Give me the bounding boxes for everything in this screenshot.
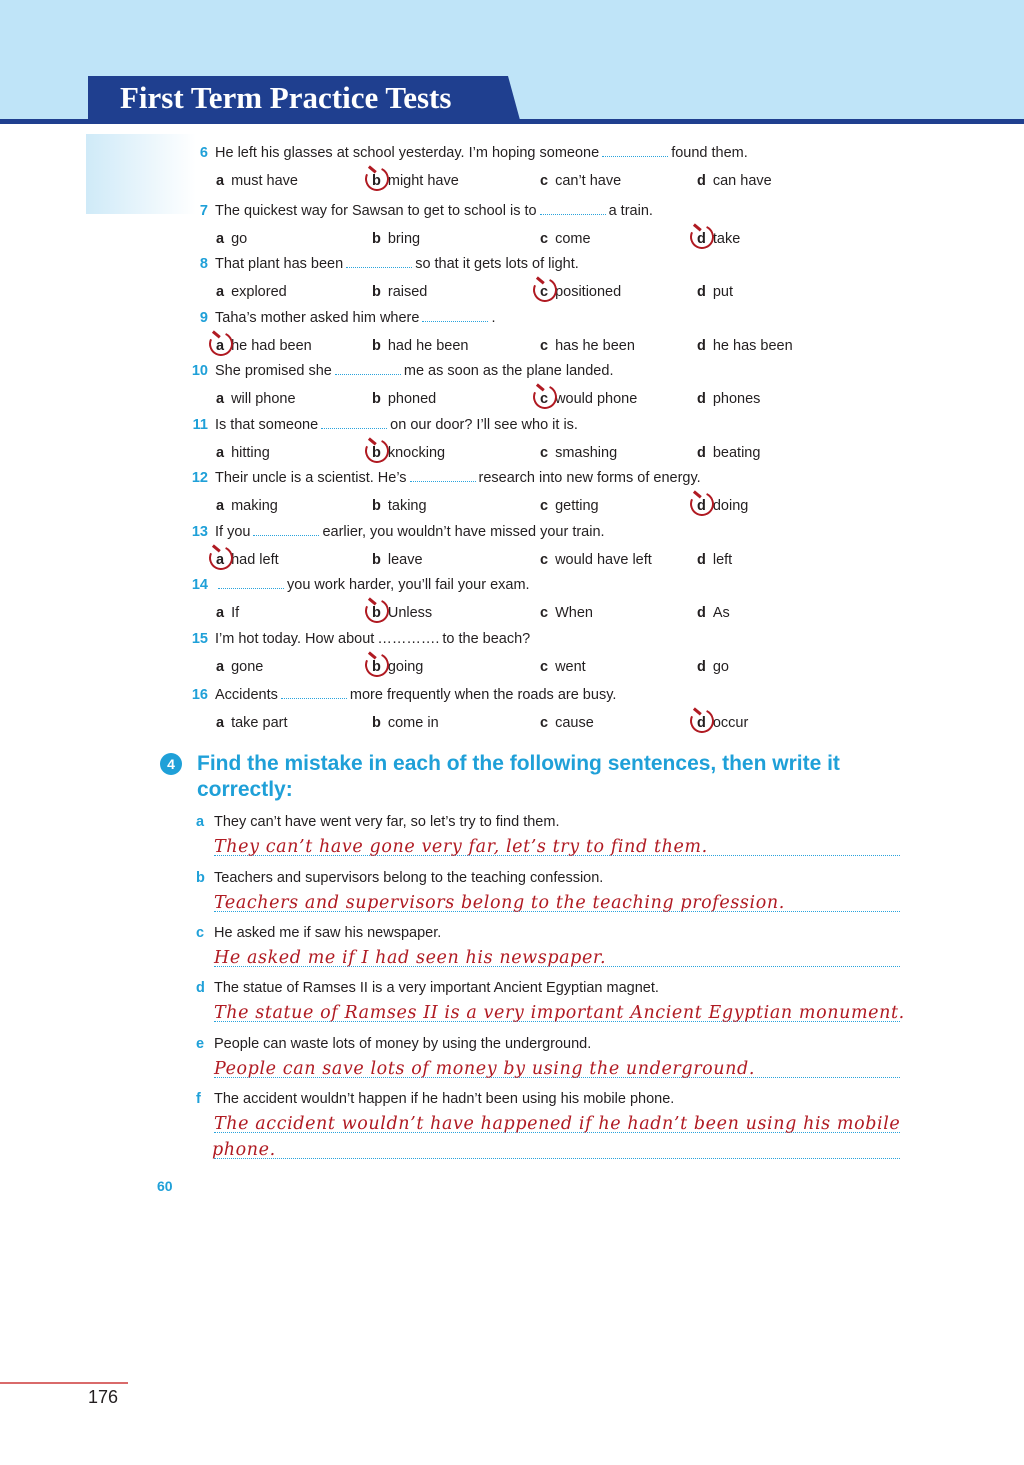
option-text: getting — [555, 498, 599, 514]
option-letter: a — [216, 284, 225, 300]
option-a — [216, 444, 270, 462]
question-text-end: you work harder, you’ll fail your exam. — [287, 577, 530, 593]
handwritten-answer: Teachers and supervisors belong to the teaching profession. — [214, 893, 785, 913]
option-a — [216, 604, 239, 622]
option-a — [216, 497, 278, 515]
option-text: had left — [231, 552, 279, 568]
option-d — [697, 444, 760, 462]
option-c — [540, 172, 621, 190]
option-text: positioned — [555, 284, 622, 300]
item-letter: a — [196, 814, 205, 830]
option-text: will phone — [231, 391, 296, 407]
option-a — [216, 230, 247, 248]
option-letter: d — [697, 445, 706, 461]
option-text: left — [712, 552, 733, 568]
answer-circle-mark — [206, 329, 237, 360]
option-letter: c — [540, 284, 549, 300]
option-letter: a — [216, 391, 225, 407]
option-letter: d — [697, 173, 706, 189]
answer-circle-mark — [362, 164, 393, 195]
mistake-sentence — [196, 979, 659, 997]
option-b — [372, 283, 427, 301]
option-b — [372, 230, 420, 248]
question-number: 11 — [192, 417, 208, 433]
option-d — [697, 172, 772, 190]
option-letter: c — [540, 445, 549, 461]
option-text: As — [712, 605, 730, 621]
option-a — [216, 714, 288, 732]
answer-circle-mark — [362, 596, 393, 627]
answer-blank — [602, 144, 668, 157]
handwritten-answer: The accident wouldn’t have happened if he hadn’t been using his mobile — [214, 1114, 901, 1134]
option-letter: c — [540, 715, 549, 731]
handwritten-answer: He asked me if I had seen his newspaper. — [214, 948, 607, 968]
question-text: That plant has been — [215, 256, 344, 272]
option-a — [216, 172, 298, 190]
option-letter: d — [697, 338, 706, 354]
answer-blank: …………. — [377, 631, 440, 647]
option-b — [372, 497, 427, 515]
question-text: I’m hot today. How about — [215, 631, 375, 647]
handwritten-answer: They can’t have gone very far, let’s try to find them. — [214, 837, 708, 857]
option-text: When — [555, 605, 593, 621]
option-text: making — [231, 498, 278, 514]
mistake-sentence — [196, 869, 603, 887]
option-text: had he been — [387, 338, 469, 354]
sentence-text: The statue of Ramses II is a very important Ancient Egyptian magnet. — [214, 980, 659, 996]
option-letter: a — [216, 445, 225, 461]
question-text: The quickest way for Sawsan to get to school is to — [215, 203, 537, 219]
question-stem — [186, 469, 866, 487]
option-letter: c — [540, 605, 549, 621]
option-text: If — [231, 605, 240, 621]
option-letter: a — [216, 552, 225, 568]
option-text: phones — [712, 391, 761, 407]
option-letter: a — [216, 231, 225, 247]
option-d — [697, 337, 793, 355]
question-stem — [186, 576, 866, 594]
option-letter: a — [216, 715, 225, 731]
option-b — [372, 658, 423, 676]
option-b — [372, 444, 445, 462]
option-c — [540, 714, 594, 732]
option-text: hitting — [231, 445, 270, 461]
question-number: 7 — [199, 203, 208, 219]
mistake-sentence — [196, 813, 559, 831]
option-letter: c — [540, 498, 549, 514]
option-d — [697, 497, 748, 515]
option-text: he has been — [712, 338, 793, 354]
option-letter: c — [540, 173, 549, 189]
option-text: would phone — [555, 391, 638, 407]
question-stem — [186, 362, 866, 380]
question-number: 12 — [191, 470, 208, 486]
option-text: come in — [387, 715, 439, 731]
option-d — [697, 658, 729, 676]
sentence-text: They can’t have went very far, so let’s try to find them. — [214, 814, 560, 830]
question-text-end: found them. — [671, 145, 748, 161]
option-letter: b — [372, 391, 381, 407]
option-letter: d — [697, 605, 706, 621]
handwritten-answer: People can save lots of money by using the underground. — [214, 1059, 756, 1079]
option-d — [697, 604, 730, 622]
option-letter: a — [216, 173, 225, 189]
answer-line — [214, 1157, 900, 1159]
question-stem — [186, 523, 866, 541]
option-text: put — [712, 284, 734, 300]
option-letter: a — [216, 659, 225, 675]
question-stem — [186, 416, 866, 434]
item-letter: d — [196, 980, 205, 996]
option-letter: c — [540, 659, 549, 675]
option-text: knocking — [387, 445, 446, 461]
question-text: Is that someone — [215, 417, 319, 433]
option-letter: a — [216, 338, 225, 354]
question-text-end: a train. — [608, 203, 653, 219]
option-letter: a — [216, 498, 225, 514]
answer-blank — [540, 202, 606, 215]
option-text: must have — [231, 173, 298, 189]
option-text: take part — [231, 715, 288, 731]
option-b — [372, 172, 459, 190]
option-c — [540, 283, 621, 301]
answer-circle-mark — [687, 222, 718, 253]
option-letter: b — [372, 231, 381, 247]
option-letter: b — [372, 552, 381, 568]
option-letter: b — [372, 605, 381, 621]
answer-circle-mark — [687, 706, 718, 737]
answer-blank — [281, 686, 347, 699]
question-number: 10 — [191, 363, 208, 379]
answer-circle-mark — [362, 650, 393, 681]
option-text: take — [712, 231, 741, 247]
item-letter: f — [196, 1091, 201, 1107]
question-text-end: me as soon as the plane landed. — [403, 363, 614, 379]
option-c — [540, 444, 617, 462]
option-letter: b — [372, 715, 381, 731]
header-rule — [0, 119, 1024, 124]
option-text: can’t have — [555, 173, 622, 189]
option-letter: c — [540, 552, 549, 568]
mistake-sentence — [196, 924, 441, 942]
question-text-end: research into new forms of energy. — [478, 470, 701, 486]
question-stem — [186, 686, 866, 704]
question-text: Their uncle is a scientist. He’s — [215, 470, 407, 486]
option-b — [372, 390, 436, 408]
question-number: 13 — [191, 524, 208, 540]
option-a — [216, 658, 263, 676]
question-text: She promised she — [215, 363, 332, 379]
answer-circle-mark — [530, 275, 561, 306]
inner-page-number: 60 — [157, 1178, 173, 1194]
option-c — [540, 390, 637, 408]
question-number: 6 — [199, 145, 208, 161]
option-a — [216, 283, 287, 301]
option-c — [540, 497, 599, 515]
option-text: occur — [712, 715, 749, 731]
option-text: come — [555, 231, 591, 247]
option-letter: b — [372, 173, 381, 189]
option-a — [216, 551, 279, 569]
option-letter: c — [540, 338, 549, 354]
option-d — [697, 714, 748, 732]
option-c — [540, 658, 586, 676]
section-number-badge: 4 — [160, 753, 182, 775]
item-letter: e — [196, 1036, 205, 1052]
option-letter: b — [372, 659, 381, 675]
question-text-end: to the beach? — [442, 631, 531, 647]
option-text: go — [712, 659, 729, 675]
option-d — [697, 230, 740, 248]
option-text: going — [387, 659, 424, 675]
option-text: leave — [387, 552, 423, 568]
option-letter: d — [697, 659, 706, 675]
option-text: explored — [231, 284, 287, 300]
mistake-sentence — [196, 1035, 591, 1053]
option-text: might have — [387, 173, 459, 189]
question-stem — [186, 630, 866, 648]
answer-blank — [218, 576, 284, 589]
sentence-text: Teachers and supervisors belong to the teaching confession. — [214, 870, 604, 886]
option-letter: d — [697, 715, 706, 731]
option-letter: d — [697, 391, 706, 407]
option-text: bring — [387, 231, 421, 247]
footer-rule — [0, 1382, 128, 1384]
option-text: can have — [712, 173, 772, 189]
option-letter: b — [372, 498, 381, 514]
option-text: cause — [555, 715, 594, 731]
question-number: 15 — [191, 631, 208, 647]
option-text: went — [555, 659, 586, 675]
option-c — [540, 337, 635, 355]
option-text: gone — [231, 659, 264, 675]
option-letter: d — [697, 498, 706, 514]
side-decoration — [86, 134, 196, 214]
option-b — [372, 551, 423, 569]
option-letter: b — [372, 338, 381, 354]
option-c — [540, 230, 591, 248]
question-text: Taha’s mother asked him where — [215, 310, 420, 326]
option-text: doing — [712, 498, 749, 514]
sentence-text: The accident wouldn’t happen if he hadn’t been using his mobile phone. — [214, 1091, 675, 1107]
option-text: Unless — [387, 605, 433, 621]
question-text: He left his glasses at school yesterday. I’m hoping someone — [215, 145, 600, 161]
question-stem — [186, 255, 866, 273]
mistake-sentence — [196, 1090, 674, 1108]
option-a — [216, 390, 296, 408]
option-letter: b — [372, 284, 381, 300]
option-letter: a — [216, 605, 225, 621]
option-text: go — [231, 231, 248, 247]
option-d — [697, 551, 732, 569]
handwritten-answer: phone. — [212, 1140, 276, 1160]
question-text: If you — [215, 524, 251, 540]
page-number: 176 — [88, 1387, 119, 1407]
answer-circle-mark — [206, 543, 237, 574]
option-text: would have left — [555, 552, 652, 568]
question-text-end: earlier, you wouldn’t have missed your train. — [322, 524, 605, 540]
option-text: has he been — [555, 338, 635, 354]
option-a — [216, 337, 312, 355]
option-text: taking — [387, 498, 427, 514]
answer-blank — [410, 469, 476, 482]
sentence-text: People can waste lots of money by using the underground. — [214, 1036, 592, 1052]
option-letter: c — [540, 231, 549, 247]
handwritten-answer: The statue of Ramses II is a very important Ancient Egyptian monument. — [214, 1003, 905, 1023]
option-b — [372, 604, 432, 622]
question-stem — [186, 309, 866, 327]
answer-circle-mark — [687, 489, 718, 520]
option-text: raised — [387, 284, 428, 300]
question-text-end: on our door? I’ll see who it is. — [390, 417, 578, 433]
option-d — [697, 390, 760, 408]
answer-blank — [346, 255, 412, 268]
option-letter: d — [697, 231, 706, 247]
option-letter: b — [372, 445, 381, 461]
option-letter: c — [540, 391, 549, 407]
question-text: Accidents — [215, 687, 278, 703]
answer-circle-mark — [362, 436, 393, 467]
option-b — [372, 337, 469, 355]
answer-circle-mark — [530, 382, 561, 413]
option-text: smashing — [555, 445, 618, 461]
option-c — [540, 551, 652, 569]
item-letter: b — [196, 870, 205, 886]
answer-blank — [253, 523, 319, 536]
sentence-text: He asked me if saw his newspaper. — [214, 925, 442, 941]
answer-blank — [335, 362, 401, 375]
question-stem — [186, 144, 866, 162]
question-number: 14 — [191, 577, 208, 593]
question-text-end: more frequently when the roads are busy. — [349, 687, 617, 703]
section-title: Find the mistake in each of the following sentences, then write it correctly: — [197, 752, 840, 801]
question-stem — [186, 202, 866, 220]
page-title: First Term Practice Tests — [120, 80, 452, 115]
question-text-end: . — [491, 310, 496, 326]
option-text: beating — [712, 445, 761, 461]
option-c — [540, 604, 593, 622]
option-letter: d — [697, 284, 706, 300]
item-letter: c — [196, 925, 205, 941]
option-b — [372, 714, 439, 732]
option-text: he had been — [231, 338, 312, 354]
answer-blank — [422, 309, 488, 322]
option-d — [697, 283, 733, 301]
question-number: 8 — [199, 256, 208, 272]
question-number: 16 — [191, 687, 208, 703]
answer-blank — [321, 416, 387, 429]
question-text-end: so that it gets lots of light. — [415, 256, 579, 272]
question-number: 9 — [199, 310, 208, 326]
option-text: phoned — [387, 391, 437, 407]
option-letter: d — [697, 552, 706, 568]
